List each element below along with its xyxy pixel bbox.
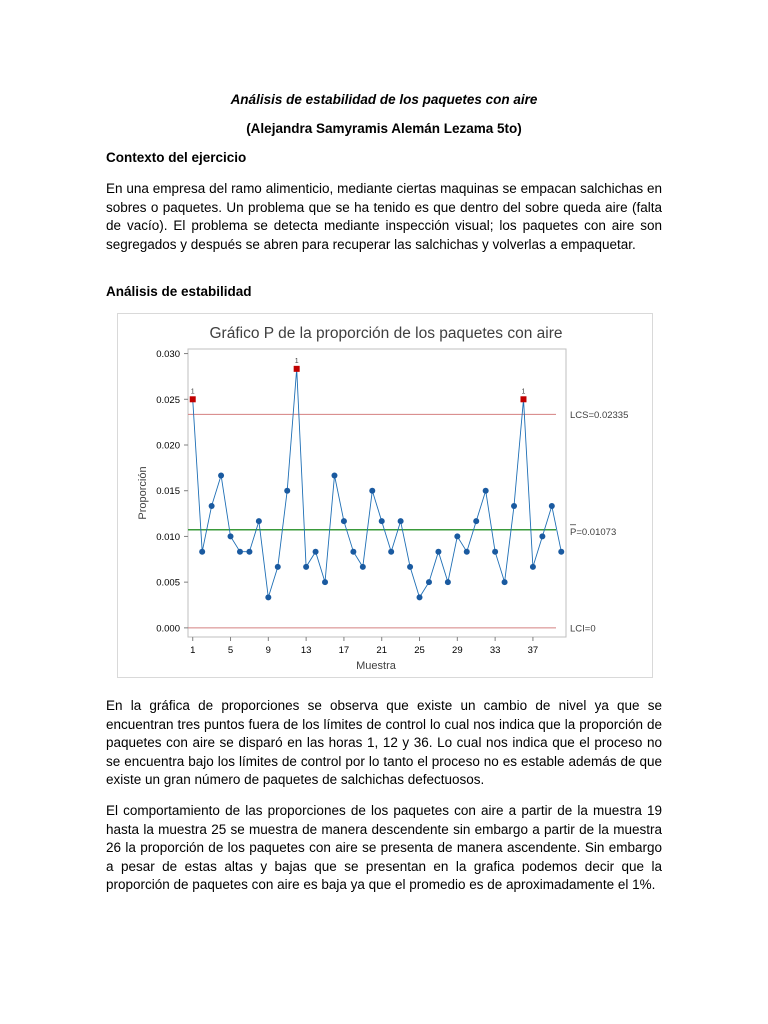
data-point <box>558 549 564 555</box>
data-point <box>256 518 262 524</box>
chart-title: Gráfico P de la proporción de los paquetes con aire <box>209 325 563 342</box>
paragraph-context: En una empresa del ramo alimenticio, mediante ciertas maquinas se empacan salchichas en sobres o paquetes. Un problema que se ha tenido es que dentro del sobre queda aire (falta de vacío). El problema se detecta mediante inspección visual; los paquetes con aire son segregados y después se abren para recuperar las salchichas y volverlas a empaquetar. <box>106 181 662 252</box>
out-of-control-point <box>520 396 526 402</box>
data-point <box>398 518 404 524</box>
y-tick-label: 0.030 <box>156 349 180 361</box>
y-tick-label: 0.020 <box>156 440 180 452</box>
data-point <box>265 594 271 600</box>
x-tick-label: 9 <box>265 645 271 656</box>
center-label: P=0.01073 <box>570 526 617 538</box>
data-point <box>407 564 413 570</box>
x-axis-label: Muestra <box>356 660 396 672</box>
section-heading-stability: Análisis de estabilidad <box>106 284 252 299</box>
data-point <box>228 533 234 539</box>
p-chart-svg <box>118 314 654 679</box>
data-point <box>246 549 252 555</box>
data-point <box>218 472 224 478</box>
x-tick-label: 25 <box>414 645 425 656</box>
p-chart <box>117 313 653 678</box>
data-point <box>426 579 432 585</box>
x-tick-label: 37 <box>527 645 539 656</box>
out-of-control-point <box>294 366 300 372</box>
y-tick-label: 0.000 <box>156 623 180 635</box>
x-tick-label: 5 <box>227 645 234 656</box>
out-of-control-point <box>190 396 196 402</box>
data-point <box>417 594 423 600</box>
data-point <box>435 549 441 555</box>
y-tick-label: 0.010 <box>156 531 180 543</box>
data-point <box>341 518 347 524</box>
data-point <box>369 488 375 494</box>
section-heading-context: Contexto del ejercicio <box>106 150 247 165</box>
out-of-control-flag: 1 <box>190 388 195 396</box>
data-point <box>275 564 281 570</box>
data-point <box>209 503 215 509</box>
y-tick-label: 0.015 <box>156 486 180 498</box>
data-point <box>530 564 536 570</box>
y-axis-label: Proporción <box>137 466 149 520</box>
paragraph-analysis: En la gráfica de proporciones se observa que existe un cambio de nivel ya que se encuentran tres puntos fuera de los límites de control lo cual nos indica que la proporción de paquetes con aire se disparó en las horas 1, 12 y 36. Lo cual nos indica que el proceso no se encuentra bajo los límites de control por lo tanto el proceso no es estable además de que existe un gran número de paquetes de salchichas defectuosos. <box>106 698 662 788</box>
data-point <box>284 488 290 494</box>
data-point <box>473 518 479 524</box>
data-point <box>483 488 489 494</box>
paragraph-behavior: El comportamiento de las proporciones de los paquetes con aire a partir de la muestra 19 hasta la muestra 25 se muestra de manera descendente sin embargo a partir de la muestra 26 la proporción de los paquetes con aire se presenta de manera ascendente. Sin embargo a pesar de estas altas y bajas que se presentan en la grafica podemos decir que la proporción de paquetes con aire es baja ya que el promedio es de aproximadamente el 1%. <box>106 803 662 893</box>
x-tick-label: 29 <box>452 645 463 656</box>
data-point <box>313 549 319 555</box>
data-point <box>445 579 451 585</box>
x-tick-label: 21 <box>376 645 388 656</box>
data-point <box>539 533 545 539</box>
data-point <box>492 549 498 555</box>
ucl-label: LCS=0.02335 <box>570 409 629 421</box>
data-point <box>322 579 328 585</box>
data-point <box>360 564 366 570</box>
data-point <box>331 472 337 478</box>
data-point <box>511 503 517 509</box>
data-point <box>502 579 508 585</box>
x-tick-label: 17 <box>338 645 350 656</box>
out-of-control-flag: 1 <box>521 388 526 396</box>
y-tick-label: 0.025 <box>156 394 180 406</box>
x-tick-label: 1 <box>190 645 196 656</box>
data-point <box>464 549 470 555</box>
data-point <box>199 549 205 555</box>
data-point <box>388 549 394 555</box>
data-point <box>454 533 460 539</box>
data-point <box>379 518 385 524</box>
data-point <box>549 503 555 509</box>
out-of-control-flag: 1 <box>294 357 299 365</box>
y-tick-label: 0.005 <box>156 577 180 589</box>
x-tick-label: 33 <box>489 645 501 656</box>
document-author: (Alejandra Samyramis Alemán Lezama 5to) <box>246 121 522 136</box>
document-title: Análisis de estabilidad de los paquetes con aire <box>230 92 538 107</box>
data-point <box>350 549 356 555</box>
plot-frame <box>188 349 566 637</box>
lcl-label: LCI=0 <box>570 623 596 635</box>
series-line <box>190 369 562 598</box>
data-point <box>237 549 243 555</box>
x-tick-label: 13 <box>300 645 312 656</box>
data-point <box>303 564 309 570</box>
